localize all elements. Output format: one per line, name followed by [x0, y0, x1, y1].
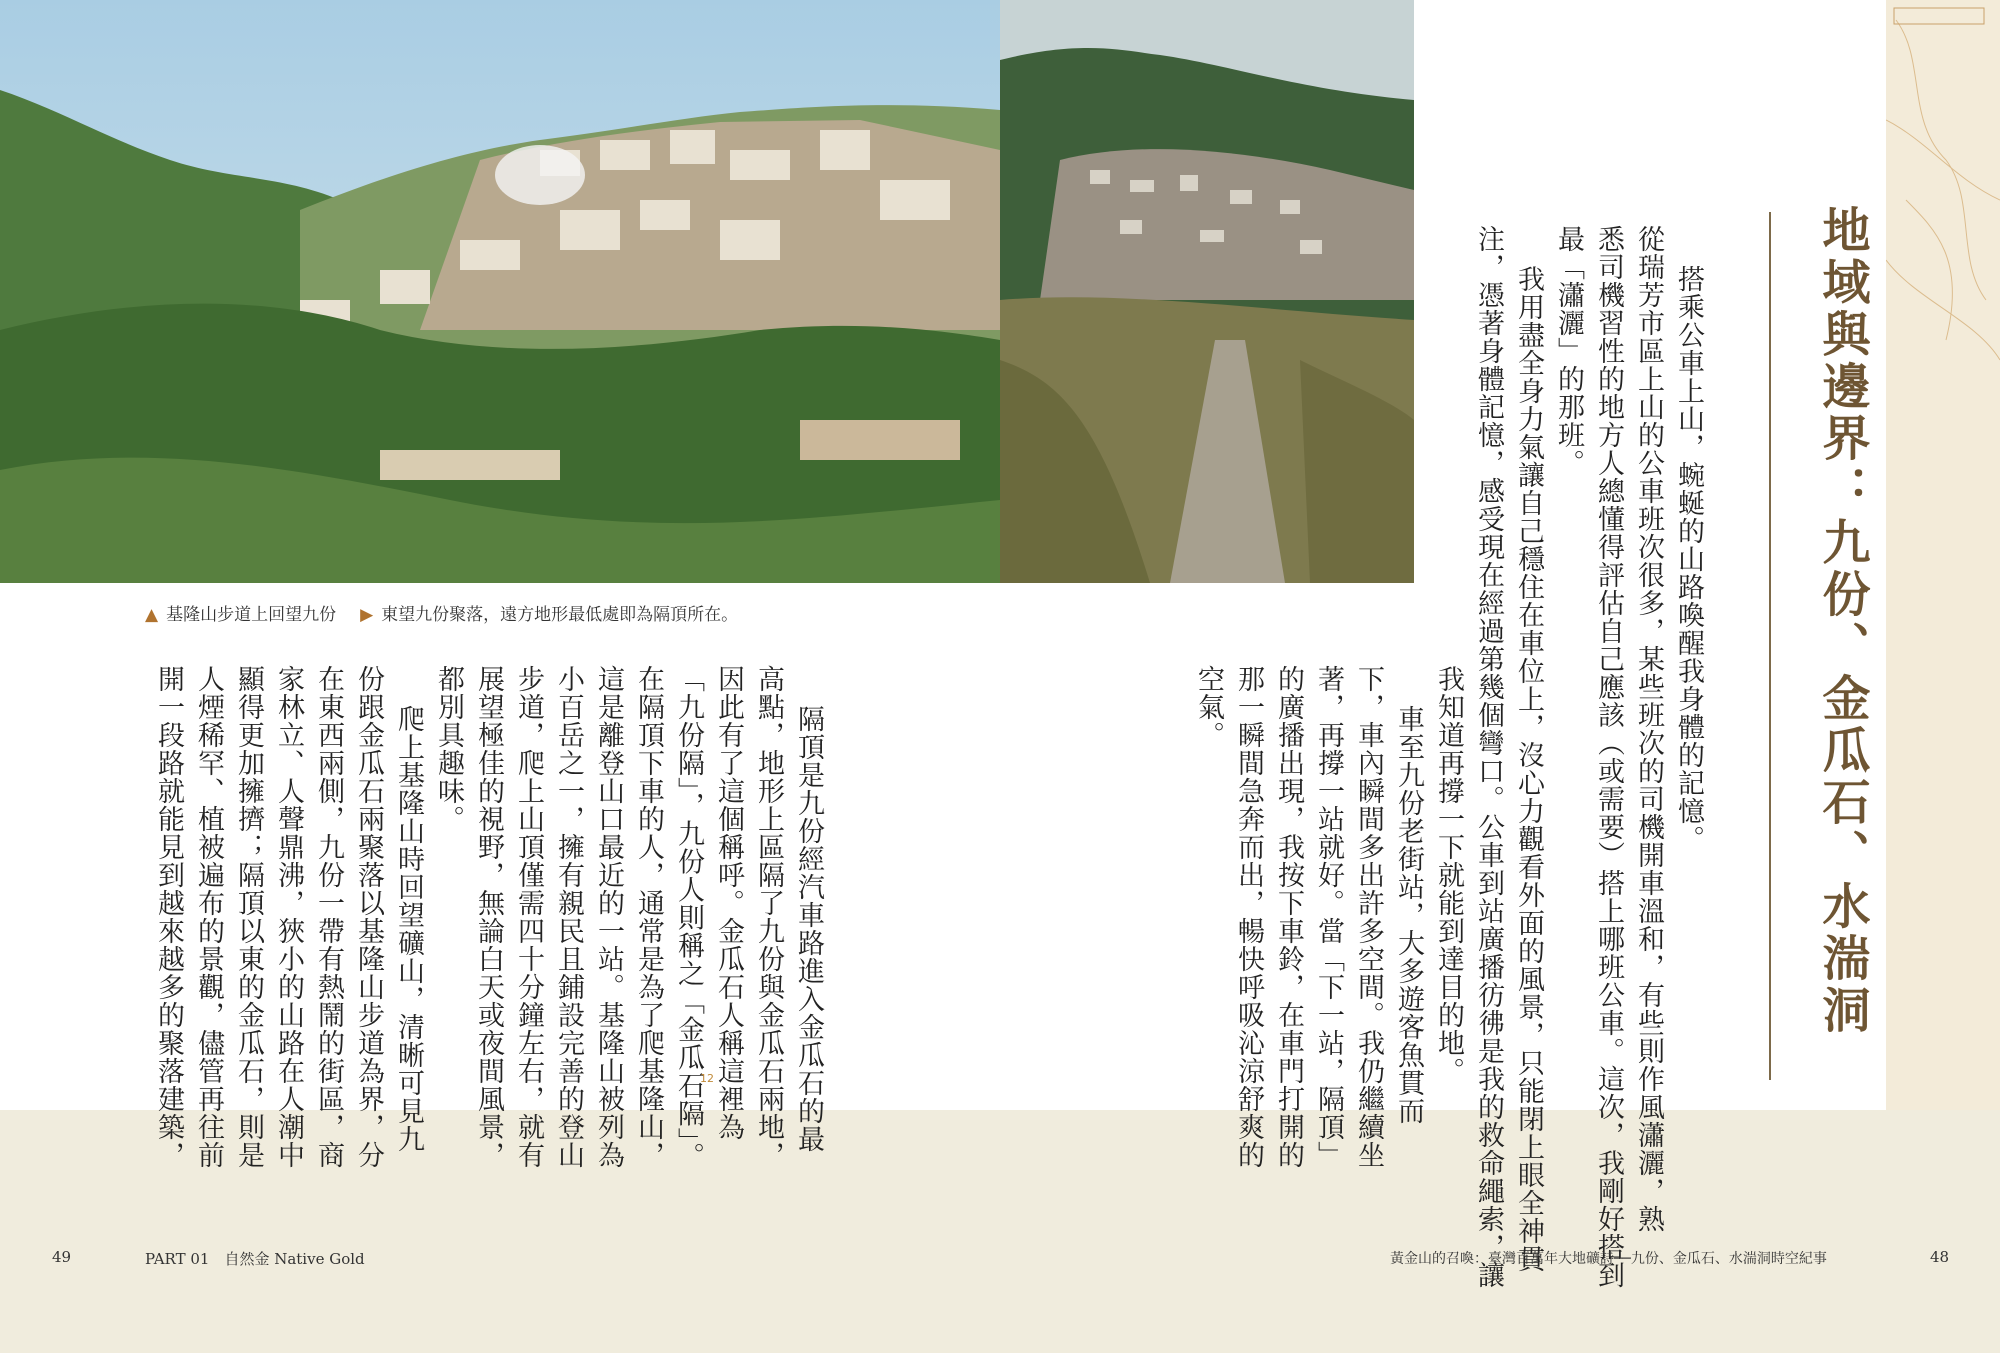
- body-column: 因此有了這個稱呼。金瓜石人稱這裡為: [713, 665, 744, 1141]
- body-column: 著，再撐一站就好。當「下一站，隔頂」: [1313, 665, 1344, 1169]
- body-column: 展望極佳的視野，無論白天或夜間風景，: [473, 665, 504, 1169]
- body-column: 搭乘公車上山，蜿蜒的山路喚醒我身體的記憶。: [1673, 265, 1704, 853]
- body-column: 家林立、人聲鼎沸，狹小的山路在人潮中: [273, 665, 304, 1169]
- photo-east-view-jiufen: [1000, 0, 1414, 583]
- body-column: 顯得更加擁擠；隔頂以東的金瓜石，則是: [233, 665, 264, 1169]
- running-head-right: 黃金山的召喚：臺灣百萬年大地礦詩──九份、金瓜石、水湍洞時空紀事: [1390, 1251, 1827, 1267]
- body-column: 爬上基隆山時回望礦山，清晰可見九: [393, 705, 424, 1153]
- body-column: 「九份隔」，九份人則稱之「金瓜石隔」。: [673, 665, 704, 1170]
- caption-right-text: 東望九份聚落，遠方地形最低處即為隔頂所在。: [381, 605, 739, 625]
- body-column: 都別具趣味。: [433, 665, 464, 833]
- body-column: 注，憑著身體記憶，感受現在經過第幾個彎口。公車到站廣播彷彿是我的救命繩索，讓: [1473, 225, 1504, 1289]
- body-column: 人煙稀罕、植被遍布的景觀，儘管再往前: [193, 665, 224, 1169]
- body-column: 隔頂是九份經汽車路進入金瓜石的最: [793, 705, 824, 1153]
- photo-jiufen-village: [0, 0, 1000, 583]
- body-column: 這是離登山口最近的一站。基隆山被列為: [593, 665, 624, 1169]
- page-number-left: 49: [52, 1248, 72, 1266]
- body-column: 那一瞬間急奔而出，暢快呼吸沁涼舒爽的: [1233, 665, 1264, 1169]
- footnote-marker: 12: [700, 1072, 714, 1085]
- body-column: 小百岳之一，擁有親民且鋪設完善的登山: [553, 665, 584, 1169]
- body-column: 開一段路就能見到越來越多的聚落建築，: [153, 665, 184, 1169]
- page-number-right: 48: [1930, 1248, 1950, 1266]
- map-strip-decoration: [1886, 0, 2000, 1110]
- body-column: 從瑞芳市區上山的公車班次很多，某些班次的司機開車溫和，有些則作風瀟灑，熟: [1633, 225, 1664, 1233]
- running-head-left: PART 01 自然金 Native Gold: [145, 1250, 365, 1268]
- body-column: 的廣播出現，我按下車鈴，在車門打開的: [1273, 665, 1304, 1169]
- body-column: 我知道再撐一下就能到達目的地。: [1433, 665, 1464, 1085]
- photo-caption: [145, 600, 738, 625]
- caption-left-text: 基隆山步道上回望九份: [166, 605, 337, 625]
- body-column: 空氣。: [1193, 665, 1224, 749]
- caption-marker-right: ▶: [360, 605, 374, 625]
- body-column: 最「瀟灑」的那班。: [1553, 225, 1584, 477]
- body-column: 在東西兩側，九份一帶有熱鬧的街區，商: [313, 665, 344, 1169]
- body-column: 悉司機習性的地方人總懂得評估自己應該（或需要）搭上哪班公車。這次，我剛好搭到: [1593, 225, 1624, 1289]
- body-column: 份跟金瓜石兩聚落以基隆山步道為界，分: [353, 665, 384, 1169]
- body-column: 高點，地形上區隔了九份與金瓜石兩地，: [753, 665, 784, 1169]
- body-column: 在隔頂下車的人，通常是為了爬基隆山，: [633, 665, 664, 1169]
- section-title: 地域與邊界：九份、金瓜石、水湍洞: [1814, 205, 1870, 1037]
- body-column: 車至九份老街站，大多遊客魚貫而: [1393, 705, 1424, 1125]
- title-rule: [1769, 212, 1771, 1080]
- body-column: 步道，爬上山頂僅需四十分鐘左右，就有: [513, 665, 544, 1169]
- body-column: 下，車內瞬間多出許多空間。我仍繼續坐: [1353, 665, 1384, 1169]
- caption-marker-up: ▲: [145, 605, 159, 625]
- body-column: 我用盡全身力氣讓自己穩住在車位上，沒心力觀看外面的風景，只能閉上眼全神貫: [1513, 265, 1544, 1273]
